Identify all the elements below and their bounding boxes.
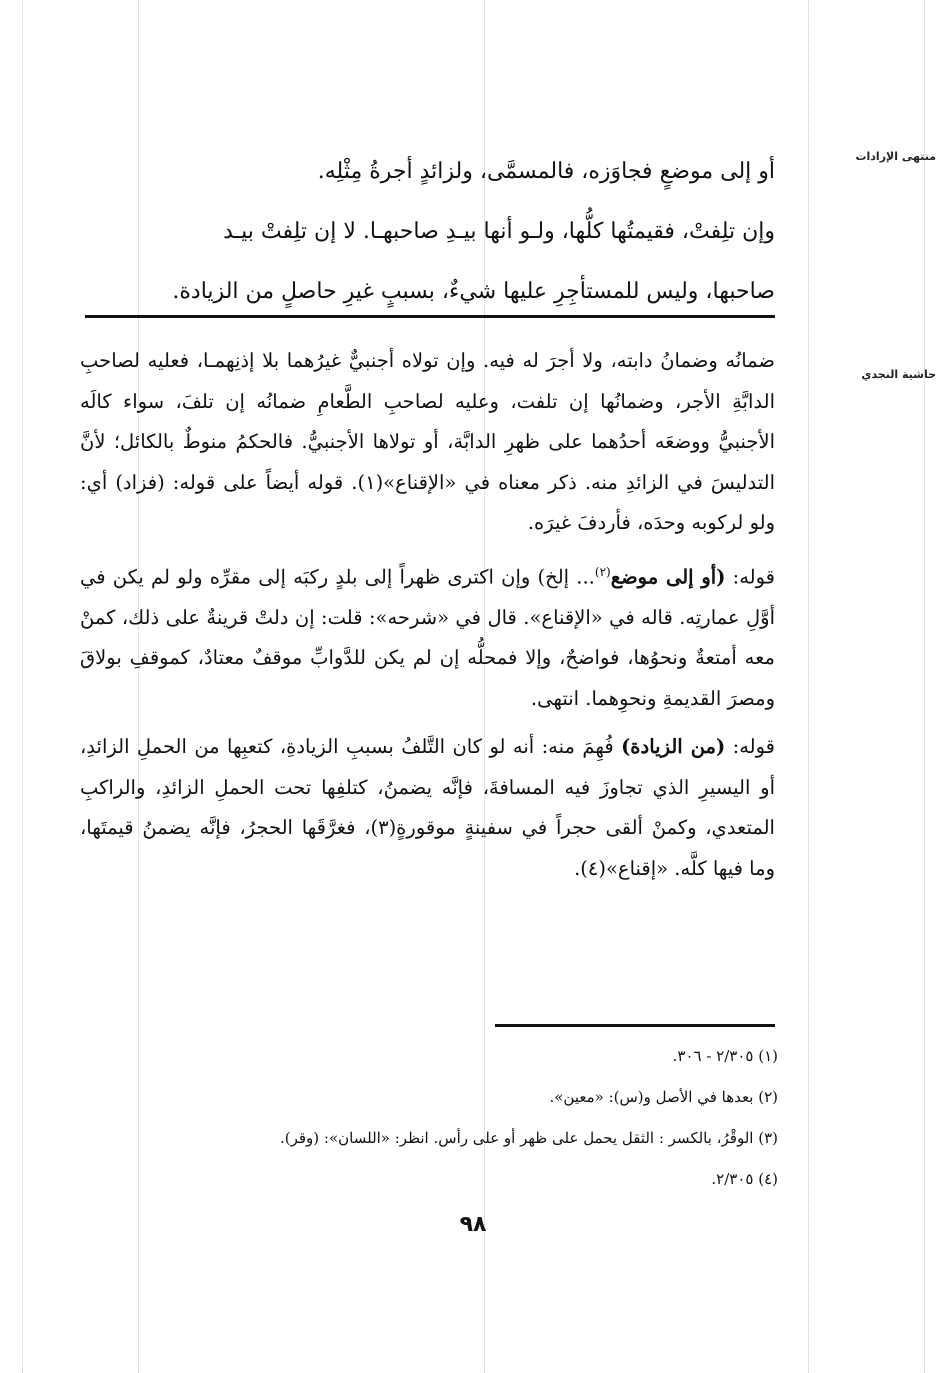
matn-line: أو إلى موضعٍ فجاوَزه، فالمسمَّى، ولزائدٍ أجرةُ مِثْلِه. [317,159,775,184]
matn-line: صاحبها، وليس للمستأجِرِ عليها شيءٌ، بسببٍ غيرِ حاصلٍ من الزيادة. [172,279,775,304]
footnote: (٢) بعدها في الأصل و(س): «معين». [549,1088,778,1106]
quoted-phrase: (من الزيادة) [621,735,726,758]
hashiya-paragraph [80,552,775,720]
footnote-divider [495,1024,775,1027]
commentary-lead: قوله: [725,735,775,758]
footnote-ref: (٢) [594,564,611,579]
hashiya-paragraph: ضمانُه وضمانُ دابته، ولا أجرَ له فيه. وإن تولاه أجنبيٌّ غيرُهما بلا إذنِهمـا، فعليه لصاحبِ الدابَّةِ الأجر، وضمانُها إن تلفت، وعليه لصاحبِ الطَّعامِ ضمانُه إن تلفَ، سواء كالَه الأجنبيُّ ووضعَه أحدُهما على ظهرِ الدابَّة، أو تولاها الأجنبيُّ. فالحكمُ منوطٌ بالكائل؛ لأنَّ التدليسَ في الزائدِ منه. ذكر معناه في «الإقناع»(١). قوله أيضاً على قوله: (فزاد) أي: ولو لركوبه وحدَه، فأردفَ غيرَه. [80,349,775,534]
scan-dotted-line [808,0,809,1373]
scan-dotted-line [924,0,925,1373]
footnote: (٤) ٢/٣٠٥. [711,1170,778,1188]
footnote: (٣) الوقْرُ، بالكسر : الثقل يحمل على ظهر أو على رأس. انظر: «اللسان»: (وقر). [279,1129,778,1147]
side-label-matn: منتهى الإرادات [855,150,936,163]
quoted-phrase: (أو إلى موضع [610,565,726,588]
commentary-lead: قوله: [725,565,775,588]
hashiya-text [80,341,775,889]
commentary-text: ... إلخ) وإن اكترى ظهراً إلى بلدٍ ركبَه إلى مقرِّه ولو لم يكن في أوَّلِ عمارتِه. قاله في «الإقناع». قال في «شرحه»: قلت: إن دلتْ قرينةٌ على ذلك، كمنْ معه أمتعةٌ ونحوُها، فواضحٌ، وإلا فمحلُّه إن لم يكن للدَّوابِّ موقفٌ معتادٌ، كموقفِ بولاقَ ومصرَ القديمةِ ونحوِهما. انتهى. [80,565,775,710]
footnotes [80,1036,778,1200]
hashiya-paragraph [80,727,775,889]
scan-dotted-line [22,0,23,1373]
side-label-hashiya: حاشية النجدي [861,368,936,381]
page-number: ٩٨ [459,1212,487,1237]
commentary-text: فُهِمَ منه: أنه لو كان التَّلفُ بسببِ الزيادةِ، كتعبِها من الحملِ الزائدِ، أو اليسيرِ الذي تجاوزَ فيه المسافةَ، فإنَّه يضمنُ، كتلفِها تحت الحملِ الزائدِ، والراكبِ المتعدي، وكمنْ ألقى حجراً في سفينةٍ موقورةٍ(٣)، فغرَّقَها الحجرُ، فإنَّه يضمنُ قيمتَها، وما فيها كلَّه. «إقناع»(٤). [80,735,775,880]
matn-text [80,142,775,322]
footnote: (١) ٢/٣٠٥ - ٣٠٦. [672,1047,778,1065]
section-divider [85,315,775,318]
matn-line: وإن تلِفتْ، فقيمتُها كلُّها، ولـو أنها بيـدِ صاحبهـا. لا إن تلِفتْ بيـد [223,219,775,244]
